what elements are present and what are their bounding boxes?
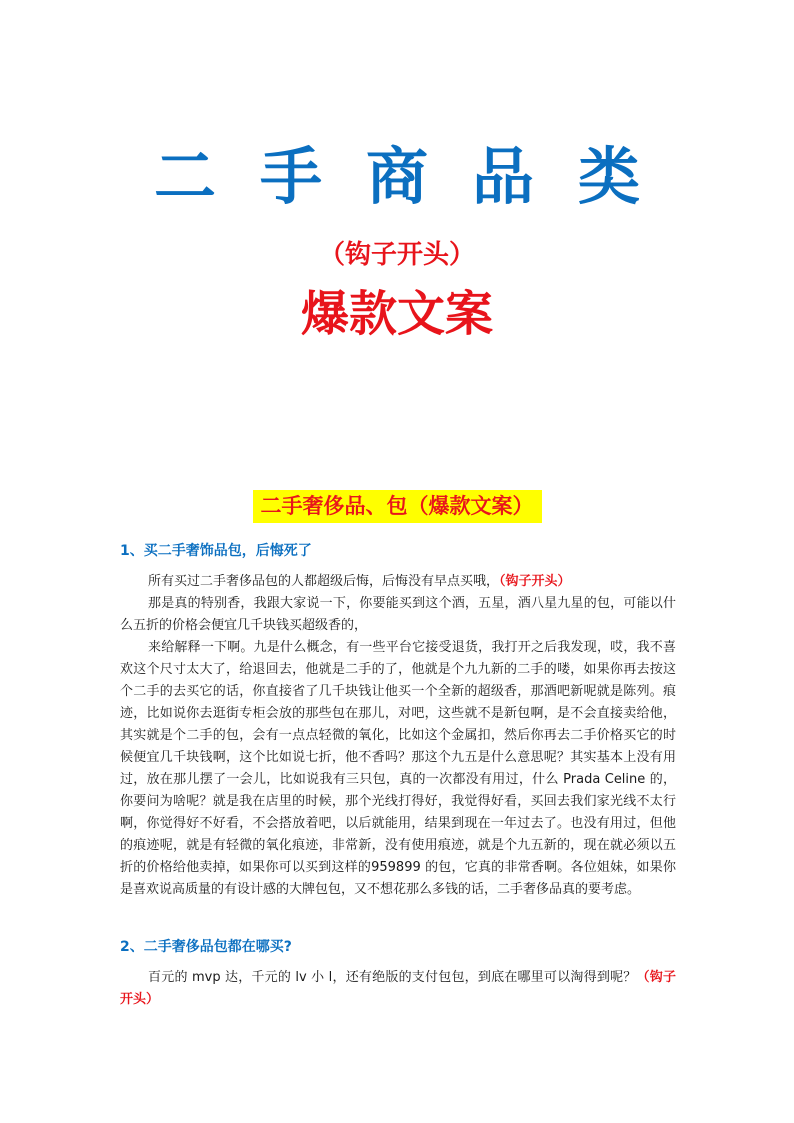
paragraph-text: 百元的 mvp 达，千元的 lv 小 l，还有绝版的支付包包，到底在哪里可以淘得到呢？ [148,970,637,985]
paragraph [120,571,676,593]
paragraph-text: 所有买过二手奢侈品包的人都超级后悔，后悔没有早点买哦， [148,574,500,589]
sub-title: 爆款文案 [300,286,493,342]
paragraph-text: 来给解释一下啊。九是什么概念，有一些平台它接受退货，我打开之后我发现，哎，我不喜欢这个尺寸太大了，给退回去，他就是二手的了，他就是个九九新的二手的喽，如果你再去按这个二手的去买它的话，你直接省了几千块钱让他买一个全新的超级香，那酒吧新呢就是陈列。痕迹，比如说你去逛街专柜会放的那些包在那儿，对吧，这些就不是新包啊，是不会直接卖给他，其实就是个二手的包，会有一点点轻微的氧化，比如这个金属扣，然后你再去二手价格买它的时候便宜几千块钱啊，这个比如说七折，他不香吗？那这个九五是什么意思呢？其实基本上没有用过，放在那儿摆了一会儿，比如说我有三只包，真的一次都没有用过，什么 Prada Celine 的，你要问为啥呢？就是我在店里的时候，那个光线打得好，我觉得好看，买回去我们家光线不太行啊，你觉得好不好看，不会搭放着吧，以后就能用，结果到现在一年过去了。也没有用过，但他的痕迹呢，就是有轻微的氧化痕迹，非常新，没有使用痕迹，就是个九五新的，现在就必须以五折的价格给他卖掉，如果你可以买到这样的959899 的包，它真的非常香啊。各位姐妹，如果你是喜欢说高质量的有设计感的大牌包包，又不想花那么多钱的话，二手奢侈品真的要考虑。 [120,640,676,897]
paragraph [120,967,676,1011]
section-2 [120,936,676,1011]
hook-tag: （钩子开头） [120,970,676,1007]
paragraph-text: 那是真的特别香，我跟大家说一下，你要能买到这个酒，五星，酒八星九星的包，可能以什么五折的价格会便宜几千块钱买超级香的， [120,596,676,633]
hook-tag: （钩子开头） [499,574,571,589]
section-banner: 二手奢侈品、包（爆款文案） [253,490,542,523]
hook-subtitle: （钩子开头） [318,240,475,270]
paragraph [120,637,676,901]
paragraph [120,593,676,637]
main-title: 二手商品类 [153,140,684,213]
section-heading: 1、买二手奢饰品包，后悔死了 [120,543,312,559]
section-1 [120,540,676,901]
section-heading: 2、二手奢侈品包都在哪买? [120,939,292,955]
section-banner-wrap [0,490,794,523]
